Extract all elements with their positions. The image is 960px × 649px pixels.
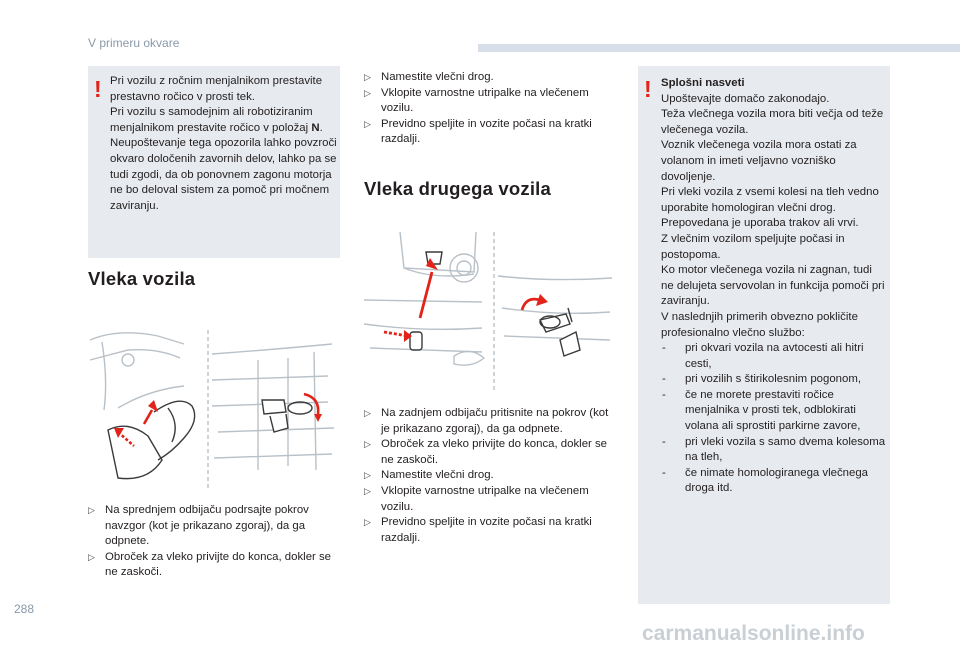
pointer-bullet-icon: ▷ [88, 551, 95, 562]
advice-line: V naslednjih primerih obvezno pokličite profesionalno vlečno službo: [661, 310, 858, 339]
list-item: - pri vozilih s štirikolesnim pogonom, [662, 373, 861, 386]
step-text: Previdno speljite in vozite počasi na kratki razdalji. [381, 516, 592, 544]
front-towing-illustration [88, 320, 340, 495]
advice-line: Upoštevajte domačo zakonodajo. [661, 92, 830, 105]
warning-icon: ! [94, 76, 102, 102]
list-item [364, 468, 614, 484]
watermark: carmanualsonline.info [642, 622, 865, 645]
advice-line: Teža vlečnega vozila mora biti večja od teže vlečenega vozila. [661, 108, 884, 136]
column-two-steps [364, 70, 614, 148]
case-text: če ne morete prestaviti ročice menjalnika v prosti tek, odblokirati volana ali sprostiti parkirne zavore, [685, 388, 861, 433]
case-text: pri vleki vozila s samo dvema kolesoma na tleh, [685, 435, 886, 464]
list-item: - če nimate homologiranega vlečnega droga itd. [662, 466, 869, 495]
pointer-bullet-icon: ▷ [364, 485, 371, 496]
step-text: Na zadnjem odbijaču pritisnite na pokrov (kot je prikazano zgoraj), da ga odpnete. [381, 407, 609, 435]
chapter-title: V primeru okvare [88, 36, 180, 50]
list-item: - pri okvari vozila na avtocesti ali hitri cesti, [662, 342, 864, 370]
pointer-bullet-icon: ▷ [364, 470, 371, 481]
warning-paragraph: Neupoštevanje tega opozorila lahko povzroči okvaro določenih zavornih delov, lahko pa se tudi zgodi, da ob ponovnem zagonu motorja ne bo deloval sistem za pomoč pri močnem zaviranju. [110, 137, 337, 212]
list-item [364, 437, 614, 468]
advice-line: Z vlečnim vozilom speljujte počasi in postopoma. [661, 232, 845, 261]
case-text: če nimate homologiranega vlečnega droga itd. [685, 466, 869, 495]
warning-paragraph: Pri vozilu z ročnim menjalnikom prestavite prestavno ročico v prosti tek. [110, 75, 323, 103]
pointer-bullet-icon: ▷ [364, 87, 371, 98]
list-item [364, 70, 614, 86]
step-text: Previdno speljite in vozite počasi na kratki razdalji. [381, 117, 592, 146]
rear-towing-illustration [364, 228, 614, 398]
step-text: Namestite vlečni drog. [381, 469, 494, 482]
list-item [88, 550, 340, 581]
towing-steps [88, 503, 340, 581]
pointer-bullet-icon: ▷ [364, 517, 371, 528]
step-text: Obroček za vleko privijte do konca, dokler se ne zaskoči. [105, 550, 332, 579]
step-text: Namestite vlečni drog. [381, 71, 494, 83]
section-title-towing: Vleka vozila [88, 268, 196, 289]
case-text: pri vozilih s štirikolesnim pogonom, [685, 373, 861, 386]
list-item [364, 86, 614, 117]
step-text: Vklopite varnostne utripalke na vlečenem vozilu. [381, 86, 589, 115]
case-text: pri okvari vozila na avtocesti ali hitri cesti, [685, 342, 864, 370]
step-text: Vklopite varnostne utripalke na vlečenem vozilu. [381, 484, 589, 513]
advice-line: Voznik vlečenega vozila mora ostati za volanom in imeti veljavno vozniško dovoljenje. [661, 139, 857, 183]
pointer-bullet-icon: ▷ [88, 505, 95, 515]
pointer-bullet-icon: ▷ [364, 439, 371, 450]
pointer-bullet-icon: ▷ [364, 72, 371, 82]
section-title-tow-other: Vleka drugega vozila [364, 178, 552, 199]
list-item [364, 484, 614, 515]
warning-text [110, 74, 338, 214]
warning-icon: ! [644, 76, 652, 102]
advice-text [661, 76, 886, 497]
list-item [88, 503, 340, 550]
warning-paragraph: Pri vozilu s samodejnim ali robotiziranim menjalnikom prestavite ročico v položaj [110, 106, 313, 134]
step-text: Obroček za vleko privijte do konca, dokler se ne zaskoči. [381, 438, 608, 466]
advice-heading: Splošni nasveti [661, 77, 745, 89]
advice-line: Ko motor vlečenega vozila ni zagnan, tudi ne delujeta servovolan in funkcija pomoči pri zaviranju. [661, 264, 885, 308]
step-text: Na sprednjem odbijaču podrsajte pokrov navzgor (kot je prikazano zgoraj), da ga odpnete. [105, 504, 309, 548]
tow-other-steps [364, 406, 614, 546]
header-bar [478, 44, 960, 52]
list-item [364, 515, 614, 546]
advice-line: Pri vleki vozila z vsemi kolesi na tleh vedno uporabite homologiran vlečni drog. [661, 186, 879, 214]
gear-position-n: N [311, 121, 320, 134]
pointer-bullet-icon: ▷ [364, 118, 371, 129]
list-item: - če ne morete prestaviti ročice menjalnika v prosti tek, odblokirati volana ali sprostiti parkirne zavore, [662, 388, 861, 433]
warning-period: . [319, 121, 323, 134]
pointer-bullet-icon: ▷ [364, 408, 371, 418]
advice-line: Prepovedana je uporaba trakov ali vrvi. [661, 217, 859, 230]
page-number: 288 [14, 602, 35, 616]
list-item [364, 406, 614, 437]
list-item [364, 117, 614, 148]
list-item: - pri vleki vozila s samo dvema kolesoma na tleh, [662, 435, 886, 464]
